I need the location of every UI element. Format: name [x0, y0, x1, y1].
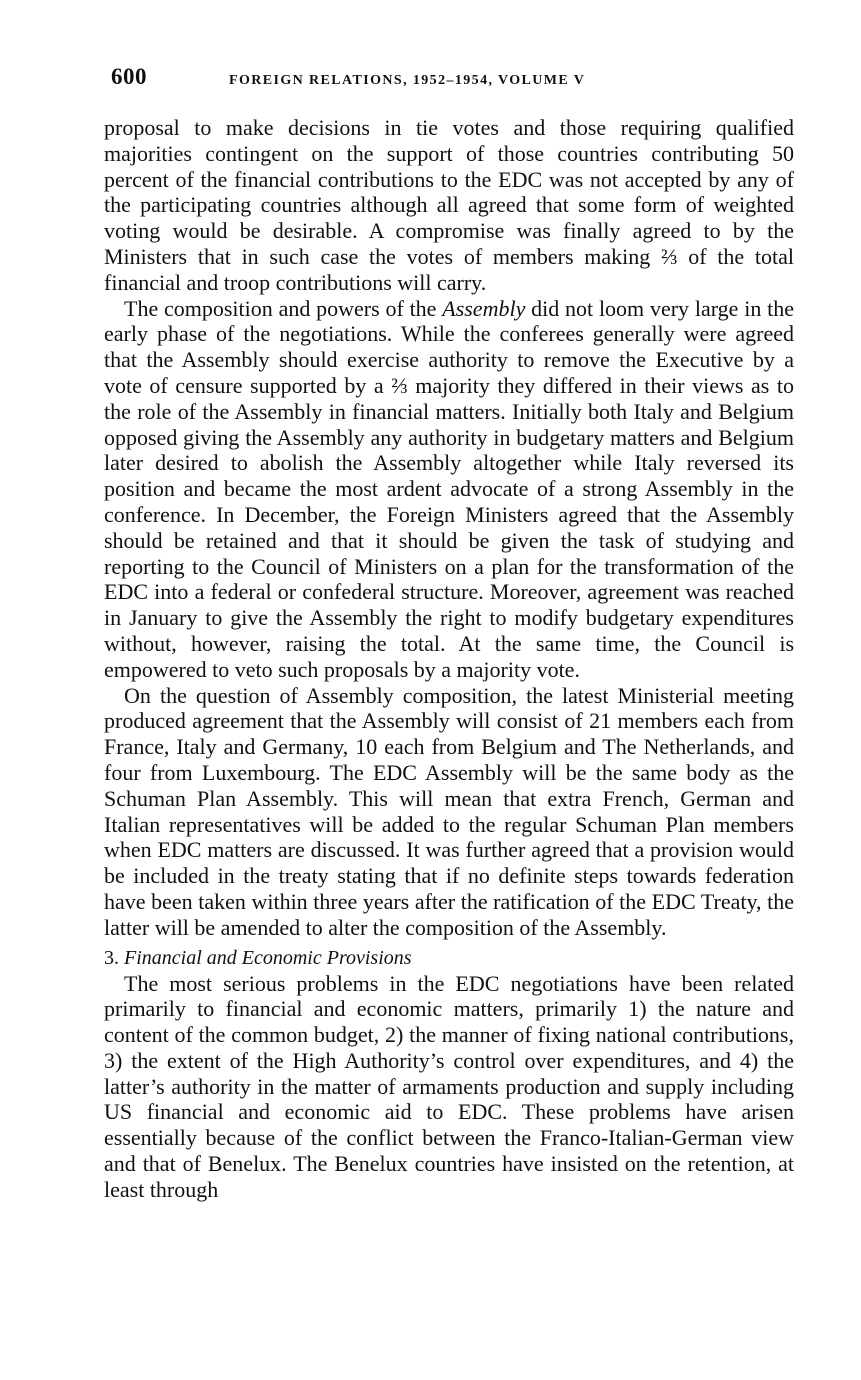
- running-title: FOREIGN RELATIONS, 1952–1954, VOLUME V: [229, 73, 586, 88]
- paragraph: [104, 683, 794, 941]
- running-head: [111, 64, 801, 94]
- emphasized-term: Assembly: [442, 295, 526, 321]
- section-number: 3.: [104, 946, 119, 969]
- section-heading: [104, 945, 794, 971]
- body-text: [104, 115, 794, 1203]
- paragraph-text: did not loom very large in the early phase of the negotiations. While the conferees generally were agreed that the Assembly should exercise authority to remove the Executive by a vote of censure supported by a ⅔ majority they differed in their views as to the role of the Assembly in financial matters. Initially both Italy and Belgium opposed giving the Assembly any authority in budgetary matters and Belgium later desired to abolish the Assembly altogether while Italy reversed its position and became the most ardent advocate of a strong Assembly in the conference. In December, the Foreign Ministers agreed that the Assembly should be retained and that it should be given the task of studying and reporting to the Council of Ministers on a plan for the transformation of the EDC into a federal or confederal structure. Moreover, agreement was reached in January to give the Assembly the right to modify budgetary expenditures without, however, raising the total. At the same time, the Council is empowered to veto such proposals by a majority vote.: [104, 295, 794, 682]
- section-title: Financial and Economic Provisions: [124, 946, 412, 969]
- paragraph-text: On the question of Assembly composition, the latest Ministerial meeting produced agreement that the Assembly will consist of 21 members each from France, Italy and Germany, 10 each from Belgium and The Netherlands, and four from Luxembourg. The EDC Assembly will be the same body as the Schuman Plan Assembly. This will mean that extra French, German and Italian representatives will be added to the regular Schuman Plan members when EDC matters are discussed. It was further agreed that a provision would be included in the treaty stating that if no definite steps towards federation have been taken within three years after the ratification of the EDC Treaty, the latter will be amended to alter the composition of the Assembly.: [104, 682, 794, 940]
- paragraph-text: The most serious problems in the EDC negotiations have been related primarily to financial and economic matters, primarily 1) the nature and content of the common budget, 2) the manner of fixing national contributions, 3) the extent of the High Authority’s control over expenditures, and 4) the latter’s authority in the matter of armaments production and supply including US financial and economic aid to EDC. These problems have arisen essentially because of the conflict between the Franco-Italian-German view and that of Benelux. The Benelux countries have insisted on the retention, at least through: [104, 970, 794, 1202]
- paragraph: [104, 971, 794, 1203]
- page-number: 600: [111, 64, 147, 89]
- paragraph: [104, 296, 794, 683]
- paragraph-text: The composition and powers of the: [124, 295, 443, 321]
- paragraph: [104, 115, 794, 296]
- paragraph-text: proposal to make decisions in tie votes and those requiring qualified majorities contingent on the support of those countries contributing 50 percent of the financial contributions to the EDC was not accepted by any of the participating countries although all agreed that some form of weighted voting would be desirable. A compromise was finally agreed to by the Ministers that in such case the votes of members making ⅔ of the total financial and troop contributions will carry.: [104, 115, 794, 295]
